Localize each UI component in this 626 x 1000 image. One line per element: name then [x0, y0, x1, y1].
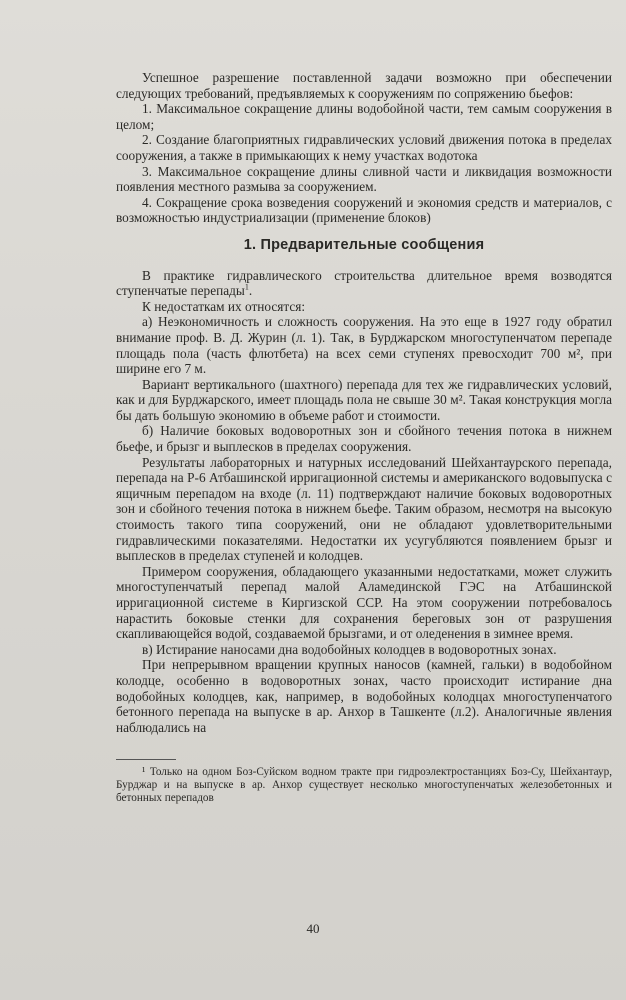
paragraph [116, 268, 612, 299]
requirement-item: 3. Максимальное сокращение длины сливной части и ликвидация возможности появления местного размыва за сооружением. [116, 163, 612, 195]
paragraph: б) Наличие боковых водоворотных зон и сбойного течения потока в нижнем бьефе, и брызг и выплесков в пределах сооружения. [116, 423, 612, 455]
requirement-item: 1. Максимальное сокращение длины водобойной части, тем самым сооружения в целом; [116, 101, 612, 132]
paragraph-end: . [248, 283, 253, 299]
paragraph: а) Неэкономичность и сложность сооружения. На это еще в 1927 году обратил внимание проф. В. Д. Журин (л. 1). Так, в Бурджарском многоступенчатом перепаде площадь пола (часть флютбета) на всех семи ступенях превосходит 700 м², при ширине его 7 м. [116, 314, 612, 377]
requirement-item: 2. Создание благоприятных гидравлических условий движения потока в пределах сооружения, а также в примыкающих к нему участках водотока [116, 132, 612, 163]
paragraph: Вариант вертикального (шахтного) перепада для тех же гидравлических условий, как и для Бурджарского, имеет площадь пола не свыше 30 м². Такая конструкция могла бы дать большую экономию в объеме работ и стоимости. [116, 376, 612, 423]
paragraph: При непрерывном вращении крупных наносов (камней, гальки) в водобойном колодце, особенно в водоворотных зонах, часто происходит истирание дна водобойных колодцев, как, например, в водобойных колодцах многоступенчатого бетонного перепада на выпуске в ар. Анхор в Ташкенте (л.2). Аналогичные явления наблюдались на [116, 657, 612, 735]
requirement-item: 4. Сокращение срока возведения сооружений и экономия средств и материалов, с возможностью индустриализации (применение блоков) [116, 194, 612, 226]
footnote-mark: 1 [244, 282, 249, 292]
paragraph: Примером сооружения, обладающего указанными недостатками, может служить многоступенчатый перепад малой Аламединской ГЭС на Атбашинской ирригационной системе в Киргизской ССР. На этом сооружении потребовалось нарастить боковые стенки для сохранения береговых зон от разрушения скапливающейся водой, создаваемой брызгами, и от оледенения в зимнее время. [116, 563, 612, 642]
paragraph: К недостаткам их относятся: [142, 298, 306, 314]
page-number: 40 [306, 921, 320, 936]
paragraph: в) Истирание наносами дна водобойных колодцев в водоворотных зонах. [142, 641, 557, 657]
section-heading: 1. Предварительные сообщения [243, 236, 485, 253]
paragraph: Результаты лабораторных и натурных исследований Шейхантаурского перепада, перепада на Р-6 Атбашинской ирригационной системы и американского водовыпуска с ящичным перепадом на входе (л. 11) подтверждают наличие боковых водоворотных зон и сбойного течения потока в нижнем бьефе. Таким образом, несмотря на высокую стоимость такого типа сооружений, они не обладают удовлетворительными гидравлическими показателями. Недостатки их усугубляются появлением брызг и выплесков в пределах ступеней и колодцев. [116, 454, 612, 564]
footnote: ¹ Только на одном Боз-Суйском водном тракте при гидроэлектростанциях Боз-Су, Шейхантаур, Бурджар и на выпуске в ар. Анхор существует несколько многоступенчатых железобетонных и бетонных перепадов [116, 766, 612, 804]
footnote-divider [116, 759, 176, 760]
paragraph-text: В практике гидравлического строительства длительное время возводятся ступенчатые перепады [116, 267, 612, 299]
paragraph: Успешное разрешение поставленной задачи возможно при обеспечении следующих требований, предъявляемых к сооружениям по сопряжению бьефов: [116, 70, 612, 101]
page-body [116, 70, 612, 804]
